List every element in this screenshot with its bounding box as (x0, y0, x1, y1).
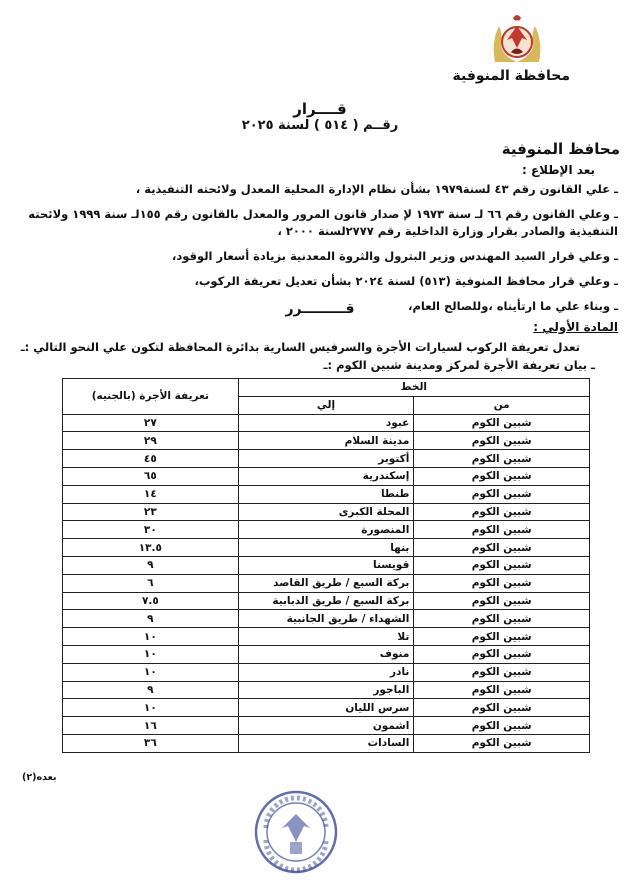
to-cell: الشهداء / طريق الجانبية (238, 610, 414, 628)
article-one-heading: المادة الأولي : (533, 320, 618, 334)
fare-header: تعريفة الأجرة (بالجنيه) (63, 379, 239, 415)
table-row (63, 467, 590, 485)
organization-name: محافظة المنوفية (452, 68, 570, 84)
from-cell: شبين الكوم (414, 699, 590, 717)
table-row (63, 414, 590, 432)
table-row (63, 503, 590, 521)
fare-cell: ١٣.٥ (63, 539, 239, 557)
to-cell: أكتوبر (238, 450, 414, 468)
fare-cell: ٩ (63, 556, 239, 574)
recital-item: ـ وبناء علي ما ارتأيناه ،وللصالح العام، (408, 299, 618, 313)
recital-item: ـ علي القانون رقم ٤٣ لسنة١٩٧٩ بشأن نظام الإدارة المحلية المعدل ولائحته التنفيذية ، (135, 182, 618, 196)
fare-cell: ٧.٥ (63, 592, 239, 610)
table-row (63, 485, 590, 503)
fare-statement: ـ بيان تعريفة الأجرة لمركز ومدينة شبين الكوم :ـ (323, 358, 595, 372)
from-cell: شبين الكوم (414, 450, 590, 468)
table-row (63, 574, 590, 592)
recital-item: ـ وعلي القانون رقم ٦٦ لـ سنة ١٩٧٣ لإ صدار قانون المرور والمعدل بالقانون رقم ١٥٥لـ سنة ١٩٩٩ ولائحته التنفيذية والصادر بقرار وزارة الداخلية رقم ٢٧٧٧لسنة ٢٠٠٠ ، (28, 207, 618, 238)
table-row (63, 717, 590, 735)
from-cell: شبين الكوم (414, 610, 590, 628)
governorate-emblem-icon (489, 12, 545, 64)
decree-number: رقــم ( ٥١٤ ) لسنة ٢٠٢٥ (241, 118, 399, 133)
to-cell: بركة السبع / طريق القاصد (238, 574, 414, 592)
from-cell: شبين الكوم (414, 717, 590, 735)
to-cell: بنها (238, 539, 414, 557)
after-review-label: بعد الإطلاع : (521, 163, 595, 177)
to-cell: طنطا (238, 485, 414, 503)
from-cell: شبين الكوم (414, 485, 590, 503)
route-header: الخط (238, 379, 589, 397)
document-title: قــــرار (293, 100, 347, 118)
from-cell: شبين الكوم (414, 467, 590, 485)
from-cell: شبين الكوم (414, 432, 590, 450)
fare-cell: ٩ (63, 681, 239, 699)
table-row (63, 628, 590, 646)
to-cell: مدينة السلام (238, 432, 414, 450)
to-cell: سرس الليان (238, 699, 414, 717)
from-cell: شبين الكوم (414, 556, 590, 574)
fare-cell: ٦٥ (63, 467, 239, 485)
to-cell: منوف (238, 645, 414, 663)
from-cell: شبين الكوم (414, 574, 590, 592)
fare-cell: ٦ (63, 574, 239, 592)
fare-table-body (63, 414, 590, 752)
fare-cell: ١٠ (63, 699, 239, 717)
from-cell: شبين الكوم (414, 681, 590, 699)
to-cell: السادات (238, 734, 414, 752)
fare-cell: ٩ (63, 610, 239, 628)
to-cell: اشمون (238, 717, 414, 735)
to-cell: نادر (238, 663, 414, 681)
from-header: من (414, 396, 590, 414)
from-cell: شبين الكوم (414, 645, 590, 663)
table-row (63, 539, 590, 557)
table-row (63, 432, 590, 450)
from-cell: شبين الكوم (414, 521, 590, 539)
to-cell: بركة السبع / طريق الدبابية (238, 592, 414, 610)
fare-cell: ١٦ (63, 717, 239, 735)
decision-heading: قـــــــــرر (285, 301, 355, 317)
from-cell: شبين الكوم (414, 734, 590, 752)
to-cell: عبود (238, 414, 414, 432)
fare-cell: ٢٩ (63, 432, 239, 450)
table-row (63, 681, 590, 699)
table-row (63, 699, 590, 717)
fare-cell: ١٠ (63, 663, 239, 681)
to-header: إلي (238, 396, 414, 414)
table-row (63, 521, 590, 539)
fare-cell: ٣٦ (63, 734, 239, 752)
fare-cell: ١٤ (63, 485, 239, 503)
from-cell: شبين الكوم (414, 414, 590, 432)
table-row (63, 645, 590, 663)
fare-cell: ٢٣ (63, 503, 239, 521)
amendment-text: تعدل تعريفة الركوب لسيارات الأجرة والسرفيس السارية بدائرة المحافظة لتكون علي النحو التالي :ـ (20, 340, 580, 354)
to-cell: قويسنا (238, 556, 414, 574)
fare-cell: ١٠ (63, 628, 239, 646)
from-cell: شبين الكوم (414, 503, 590, 521)
to-cell: تلا (238, 628, 414, 646)
table-row (63, 610, 590, 628)
table-row (63, 556, 590, 574)
table-row (63, 734, 590, 752)
issuer-title: محافظ المنوفية (501, 140, 620, 158)
fare-cell: ١٠ (63, 645, 239, 663)
recital-item: ـ وعلي قرار محافظ المنوفية (٥١٣) لسنة ٢٠٢٤ بشأن تعديل تعريفة الركوب، (194, 274, 618, 288)
from-cell: شبين الكوم (414, 628, 590, 646)
recital-item: ـ وعلي قرار السيد المهندس وزير البترول والثروة المعدنية بزيادة أسعار الوقود، (171, 249, 618, 263)
fare-table (62, 378, 590, 753)
table-row (63, 450, 590, 468)
table-row (63, 592, 590, 610)
fare-cell: ٢٧ (63, 414, 239, 432)
official-seal-stamp-icon (252, 788, 340, 876)
to-cell: المنصورة (238, 521, 414, 539)
from-cell: شبين الكوم (414, 592, 590, 610)
to-cell: الباجور (238, 681, 414, 699)
fare-cell: ٤٥ (63, 450, 239, 468)
from-cell: شبين الكوم (414, 539, 590, 557)
from-cell: شبين الكوم (414, 663, 590, 681)
fare-cell: ٣٠ (63, 521, 239, 539)
page-continuation-note: بعده(٢) (22, 772, 57, 783)
to-cell: إسكندرية (238, 467, 414, 485)
table-row (63, 663, 590, 681)
to-cell: المحلة الكبرى (238, 503, 414, 521)
